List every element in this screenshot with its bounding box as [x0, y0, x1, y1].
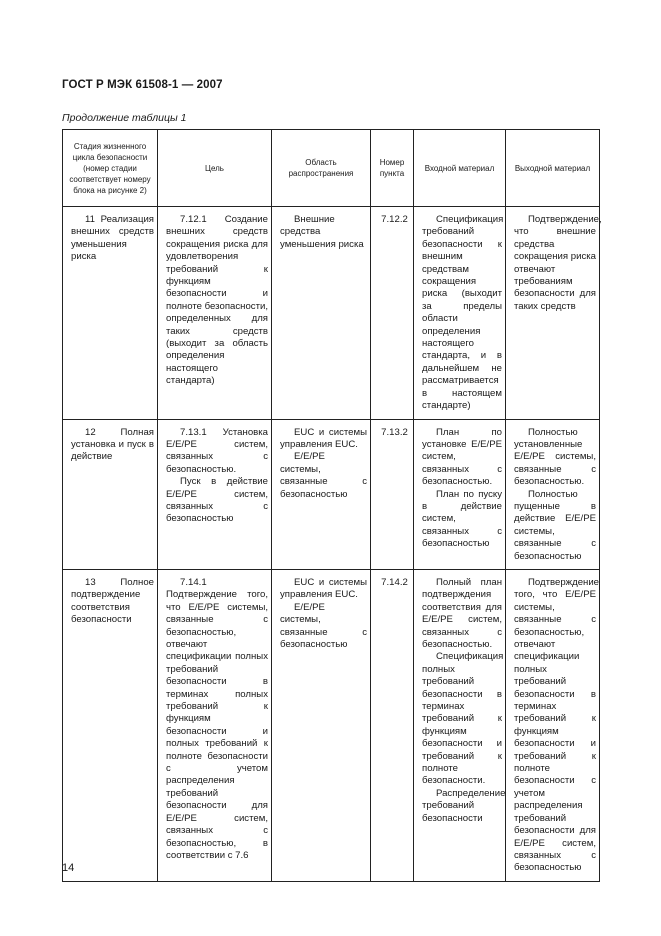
scope-text: E/E/PE системы, связанные с безопасностью — [280, 601, 367, 650]
table-row — [63, 207, 600, 420]
cell-input — [414, 207, 506, 420]
page-number: 14 — [62, 862, 75, 874]
table-caption: Продолжение таблицы 1 — [62, 112, 187, 124]
table-row — [63, 569, 600, 881]
header-clause: Номер пункта — [371, 130, 414, 207]
cell-clause — [371, 569, 414, 881]
cell-clause — [371, 419, 414, 569]
scope-text: Внешние средства уменьшения риска — [280, 214, 364, 250]
stage-text: 13 Полное подтверждение соответствия безопасности — [71, 576, 154, 626]
cell-clause — [371, 207, 414, 420]
table-header-row — [63, 130, 600, 207]
cell-stage — [63, 569, 158, 881]
goal-text: Пуск в действие E/E/PE систем, связанных с безопасностью — [166, 476, 268, 525]
header-goal: Цель — [158, 130, 272, 207]
input-text: Распределение требований безопасности — [422, 787, 506, 824]
scope-text: EUC и системы управления EUC. — [280, 576, 367, 601]
goal-text: 7.12.1 Создание внешних средств сокращения риска для удовлетворения требований к функциям безопасности и полноте безопасности, определенных для таких средств (выходит за область определения настоящего стандарта) — [166, 214, 268, 387]
header-output: Выходной материал — [506, 130, 600, 207]
cell-output — [506, 207, 600, 420]
cell-input — [414, 419, 506, 569]
scope-text: E/E/PE системы, связанные с безопасностью — [280, 451, 367, 500]
cell-goal — [158, 569, 272, 881]
output-text: Полностью установленные E/E/PE системы, связанные с безопасностью. — [514, 426, 596, 488]
goal-text: 7.14.1 Подтверждение того, что E/E/PE системы, связанные с безопасностью, отвечают спецификации полных требований безопасности в терминах полных требований к функциям безопасности и полных требований к полноте безопасности с учетом распределения требований безопасности для E/E/PE систем, связанных с безопасностью, в соответствии с 7.6 — [166, 576, 268, 861]
cell-output — [506, 569, 600, 881]
stage-text: 11 Реализация внешних средств уменьшения риска — [71, 214, 154, 263]
cell-stage — [63, 419, 158, 569]
lifecycle-table — [62, 129, 600, 882]
goal-text: 7.13.1 Установка E/E/PE систем, связанных с безопасностью. — [166, 426, 268, 475]
scope-text: EUC и системы управления EUC. — [280, 426, 367, 450]
output-text: Полностью пущенные в действие E/E/PE системы, связанные с безопасностью — [514, 488, 596, 562]
header-scope: Область распространения — [272, 130, 371, 207]
clause-text: 7.12.2 — [381, 214, 408, 225]
output-text: Подтверждение того, что E/E/PE системы, связанные с безопасностью, отвечают спецификации полных требований безопасности в терминах требований к функциям безопасности и требований к полноте безопасности с учетом распределения требований безопасности для E/E/PE систем, связанных с безопасностью — [514, 576, 600, 874]
cell-goal — [158, 207, 272, 420]
stage-text: 12 Полная установка и пуск в действие — [71, 426, 154, 463]
header-input: Входной материал — [414, 130, 506, 207]
input-text: План по пуску в действие систем, связанных с безопасностью — [422, 488, 502, 550]
clause-text: 7.14.2 — [381, 576, 408, 588]
table-row — [63, 419, 600, 569]
cell-scope — [272, 419, 371, 569]
header-stage: Стадия жизненного цикла безопасности (номер стадии соответствует номеру блока на рисунке 2) — [63, 130, 158, 207]
clause-text: 7.13.2 — [381, 426, 408, 438]
document-header: ГОСТ Р МЭК 61508-1 — 2007 — [62, 79, 223, 91]
input-text: Спецификация требований безопасности к внешним средствам сокращения риска (выходит за пределы области определения настоящего стандарта, и в дальнейшем не рассматривается в настоящем стандарте) — [422, 214, 504, 412]
cell-scope — [272, 207, 371, 420]
output-text: Подтверждение, что внешние средства сокращения риска отвечают требованиям безопасности для таких средств — [514, 214, 602, 312]
cell-output — [506, 419, 600, 569]
cell-stage — [63, 207, 158, 420]
input-text: План по установке E/E/PE систем, связанных с безопасностью. — [422, 426, 502, 488]
cell-input — [414, 569, 506, 881]
cell-scope — [272, 569, 371, 881]
cell-goal — [158, 419, 272, 569]
input-text: Полный план подтверждения соответствия для E/E/PE систем, связанных с безопасностью. — [422, 576, 502, 650]
input-text: Спецификация полных требований безопасности в терминах требований к функциям безопасности и требований к полноте безопасности. — [422, 651, 504, 787]
